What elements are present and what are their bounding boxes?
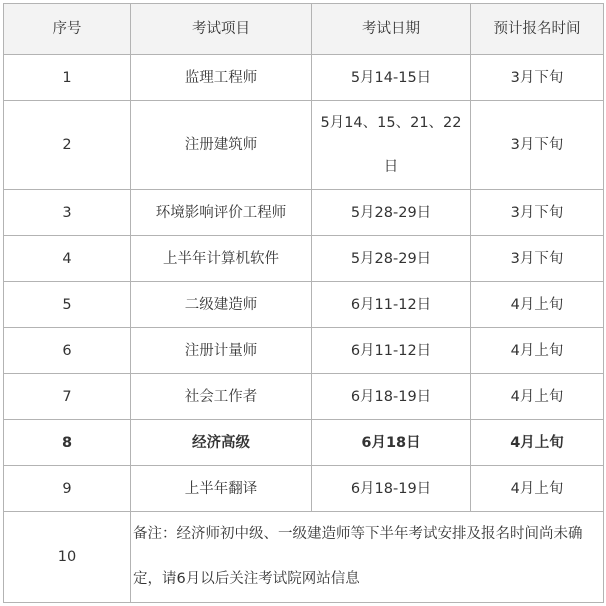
- cell-date: 6月11-12日: [312, 282, 471, 328]
- table-row: [4, 236, 604, 282]
- cell-registration: 4月上旬: [471, 282, 604, 328]
- cell-date: 5月28-29日: [312, 190, 471, 236]
- cell-registration: 3月下旬: [471, 190, 604, 236]
- exam-schedule-table: [3, 3, 604, 603]
- table-row: [4, 374, 604, 420]
- table-row: [4, 190, 604, 236]
- cell-registration: 3月下旬: [471, 101, 604, 190]
- cell-no: 2: [4, 101, 131, 190]
- cell-registration: 3月下旬: [471, 236, 604, 282]
- cell-date: 6月18日: [312, 420, 471, 466]
- cell-exam: 监理工程师: [131, 55, 312, 101]
- cell-date-text: 5月14、15、21、22日: [320, 115, 462, 175]
- cell-exam: 社会工作者: [131, 374, 312, 420]
- table-header: [4, 4, 604, 55]
- cell-no: 1: [4, 55, 131, 101]
- cell-no: 9: [4, 466, 131, 512]
- cell-date: 6月11-12日: [312, 328, 471, 374]
- cell-no: 5: [4, 282, 131, 328]
- cell-date: 5月14-15日: [312, 55, 471, 101]
- cell-no: 10: [4, 512, 131, 603]
- table-row: [4, 101, 604, 190]
- cell-exam: 上半年翻译: [131, 466, 312, 512]
- table-body: [4, 55, 604, 603]
- cell-registration: 4月上旬: [471, 374, 604, 420]
- cell-date: 6月18-19日: [312, 466, 471, 512]
- cell-no: 8: [4, 420, 131, 466]
- cell-date: 6月18-19日: [312, 374, 471, 420]
- cell-registration: 4月上旬: [471, 420, 604, 466]
- cell-exam: 经济高级: [131, 420, 312, 466]
- cell-exam: 环境影响评价工程师: [131, 190, 312, 236]
- table-row-highlighted: [4, 420, 604, 466]
- cell-registration: 3月下旬: [471, 55, 604, 101]
- table-row: [4, 466, 604, 512]
- table-row: [4, 282, 604, 328]
- cell-exam: 上半年计算机软件: [131, 236, 312, 282]
- cell-registration: 4月上旬: [471, 466, 604, 512]
- header-registration: 预计报名时间: [471, 4, 604, 55]
- cell-date: [312, 101, 471, 190]
- cell-exam: 注册建筑师: [131, 101, 312, 190]
- cell-no: 6: [4, 328, 131, 374]
- header-no: 序号: [4, 4, 131, 55]
- header-exam: 考试项目: [131, 4, 312, 55]
- table-row: [4, 328, 604, 374]
- cell-exam: 注册计量师: [131, 328, 312, 374]
- cell-no: 4: [4, 236, 131, 282]
- cell-no: 3: [4, 190, 131, 236]
- note-text: 备注：经济师初中级、一级建造师等下半年考试安排及报名时间尚未确定，请6月以后关注考试院网站信息: [131, 512, 604, 603]
- cell-registration: 4月上旬: [471, 328, 604, 374]
- header-date: 考试日期: [312, 4, 471, 55]
- cell-exam: 二级建造师: [131, 282, 312, 328]
- header-row: [4, 4, 604, 55]
- note-row: [4, 512, 604, 603]
- cell-date: 5月28-29日: [312, 236, 471, 282]
- table-row: [4, 55, 604, 101]
- cell-no: 7: [4, 374, 131, 420]
